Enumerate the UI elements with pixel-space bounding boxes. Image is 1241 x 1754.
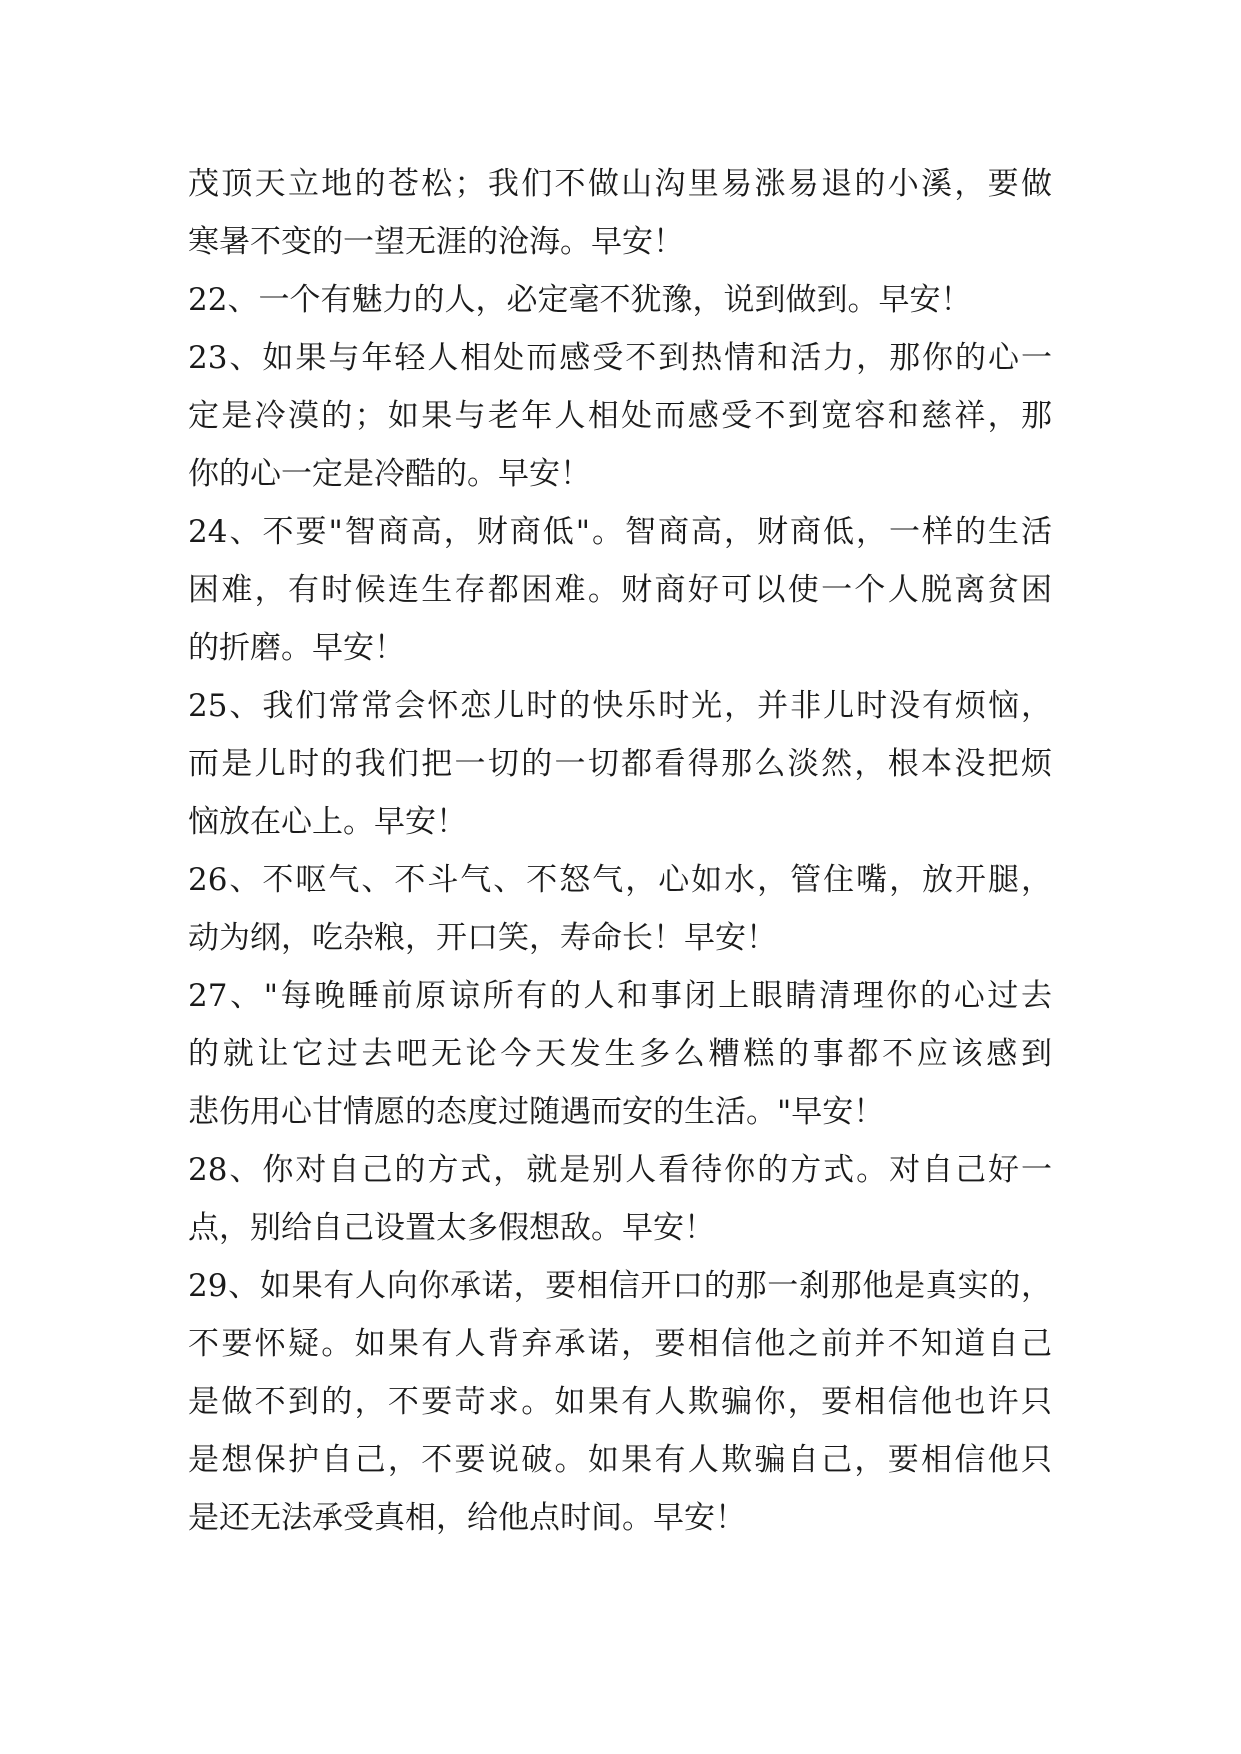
- text-line: 24、不要"智商高，财商低"。智商高，财商低，一样的生活: [188, 514, 1052, 550]
- text-line: 27、"每晚睡前原谅所有的人和事闭上眼睛清理你的心过去: [188, 978, 1052, 1014]
- text-line: 23、如果与年轻人相处而感受不到热情和活力，那你的心一: [188, 340, 1052, 376]
- text-line: 是还无法承受真相，给他点时间。早安！: [188, 1500, 746, 1536]
- text-line: 动为纲，吃杂粮，开口笑，寿命长！早安！: [188, 920, 777, 956]
- text-line: 你的心一定是冷酷的。早安！: [188, 456, 591, 492]
- text-line: 定是冷漠的；如果与老年人相处而感受不到宽容和慈祥，那: [188, 398, 1052, 434]
- text-line: 是做不到的，不要苛求。如果有人欺骗你，要相信他也许只: [188, 1384, 1052, 1420]
- text-line: 的折磨。早安！: [188, 630, 405, 666]
- text-line: 28、你对自己的方式，就是别人看待你的方式。对自己好一: [188, 1152, 1052, 1188]
- text-line: 悲伤用心甘情愿的态度过随遇而安的生活。"早安！: [188, 1094, 885, 1130]
- text-line: 不要怀疑。如果有人背弃承诺，要相信他之前并不知道自己: [188, 1326, 1052, 1362]
- text-line: 25、我们常常会怀恋儿时的快乐时光，并非儿时没有烦恼，: [188, 688, 1052, 724]
- text-line: 困难，有时候连生存都困难。财商好可以使一个人脱离贫困: [188, 572, 1052, 608]
- text-line: 点，别给自己设置太多假想敌。早安！: [188, 1210, 715, 1246]
- text-line: 26、不呕气、不斗气、不怒气，心如水，管住嘴，放开腿，: [188, 862, 1052, 898]
- text-line: 恼放在心上。早安！: [188, 804, 467, 840]
- text-line: 是想保护自己，不要说破。如果有人欺骗自己，要相信他只: [188, 1442, 1052, 1478]
- text-line: 22、一个有魅力的人，必定毫不犹豫，说到做到。早安！: [188, 282, 972, 318]
- text-line: 茂顶天立地的苍松；我们不做山沟里易涨易退的小溪，要做: [188, 166, 1052, 202]
- text-line: 而是儿时的我们把一切的一切都看得那么淡然，根本没把烦: [188, 746, 1052, 782]
- text-line: 29、如果有人向你承诺，要相信开口的那一刹那他是真实的，: [188, 1268, 1052, 1304]
- text-line: 的就让它过去吧无论今天发生多么糟糕的事都不应该感到: [188, 1036, 1052, 1072]
- text-line: 寒暑不变的一望无涯的沧海。早安！: [188, 224, 684, 260]
